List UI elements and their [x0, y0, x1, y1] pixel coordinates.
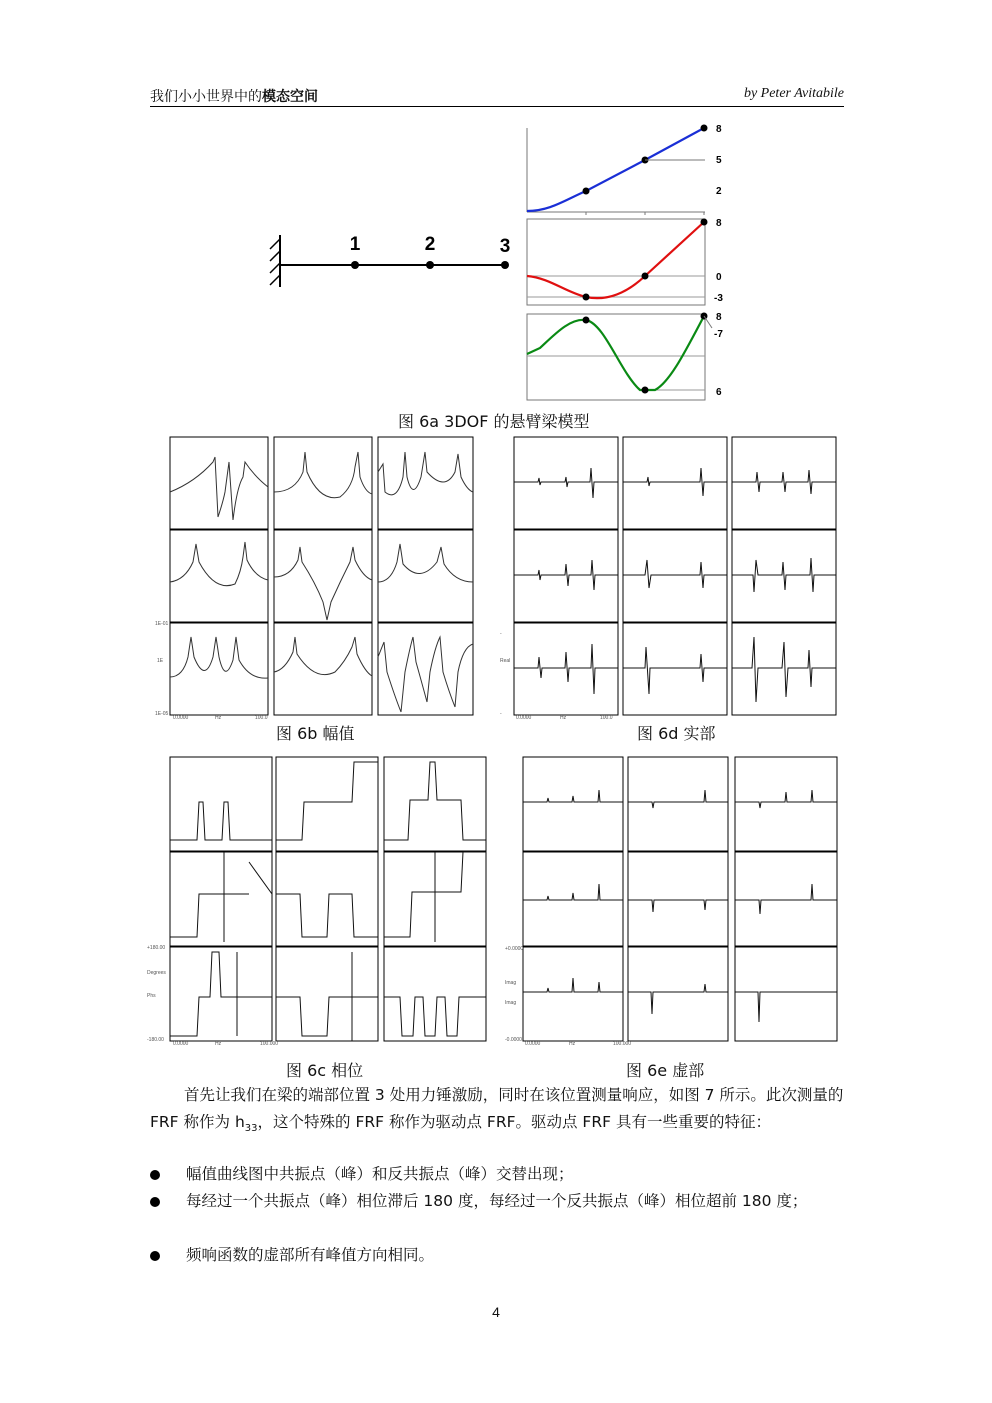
- paragraph-text-before: 首先让我们在梁的端部位置 3 处用力锤激励，同时在该位置测量响应，如图 7 所示。此次测量的 FRF 称作为 h: [150, 1086, 844, 1131]
- svg-text:Imag: Imag: [505, 1000, 517, 1006]
- imaginary-part-curves: [523, 790, 837, 1022]
- svg-text:Hz: Hz: [215, 1041, 222, 1047]
- svg-text:0.0000: 0.0000: [525, 1041, 541, 1047]
- svg-text:100.0: 100.0: [255, 715, 268, 720]
- svg-text:-: -: [500, 711, 502, 717]
- bullet-text: 幅值曲线图中共振点（峰）和反共振点（峰）交替出现；: [186, 1165, 574, 1183]
- figure-6e-caption: 图 6e 虚部: [626, 1061, 705, 1080]
- beam-node-3: [501, 261, 509, 269]
- mode-1-label-low: 2: [716, 186, 722, 197]
- cantilever-beam-diagram: [260, 225, 520, 295]
- svg-text:0.0000: 0.0000: [516, 715, 532, 720]
- mode-1-curve: [527, 128, 704, 211]
- svg-text:0.0000: 0.0000: [173, 1041, 189, 1047]
- mode-shape-1: [527, 124, 722, 215]
- beam-node-1: [351, 261, 359, 269]
- svg-text:-180.00: -180.00: [147, 1037, 164, 1043]
- mode-2-label-mid: 0: [716, 272, 722, 283]
- paragraph-text-after: ，这个特殊的 FRF 称作为驱动点 FRF。驱动点 FRF 具有一些重要的特征：: [257, 1113, 771, 1131]
- real-part-curves: [514, 468, 836, 702]
- node-label-3: 3: [499, 236, 511, 257]
- mode-1-label-mid: 5: [716, 155, 722, 166]
- mode-shape-3: [527, 312, 723, 400]
- svg-text:+180.00: +180.00: [147, 945, 166, 951]
- svg-text:1E: 1E: [157, 658, 164, 664]
- mode-2-label-top: 8: [716, 218, 722, 229]
- header-author: by Peter Avitabile: [743, 86, 844, 101]
- magnitude-curves: [170, 452, 473, 712]
- svg-text:Phs: Phs: [147, 993, 156, 999]
- mode-3-curve: [527, 316, 704, 390]
- figure-6b-magnitude-grid: [155, 432, 475, 720]
- svg-text:+0.0000: +0.0000: [505, 946, 524, 952]
- svg-text:-0.0000: -0.0000: [505, 1037, 522, 1043]
- mode-2-curve: [527, 222, 704, 298]
- svg-text:Hz: Hz: [560, 715, 567, 720]
- figure-6c-phase-grid: [145, 752, 490, 1050]
- header-title-plain: 我们小小世界中的: [150, 89, 262, 105]
- beam-node-2: [426, 261, 434, 269]
- mode-3-label-top: 8: [716, 312, 722, 323]
- figure-6a-caption: 图 6a 3DOF 的悬臂梁模型: [398, 412, 590, 431]
- svg-text:0.0000: 0.0000: [173, 715, 189, 720]
- wall-hatching: [270, 239, 280, 285]
- mode-3-label-low: 6: [716, 387, 722, 398]
- body-paragraph: [150, 1082, 844, 1142]
- figure-6c-caption: 图 6c 相位: [286, 1061, 364, 1080]
- node-label-2: 2: [424, 234, 436, 255]
- page-header: [150, 84, 844, 107]
- svg-text:100.000: 100.000: [260, 1041, 279, 1047]
- paragraph-subscript: 33: [244, 1123, 258, 1135]
- phase-curves: [170, 762, 486, 1041]
- figure-6d-real-part-grid: [500, 432, 840, 720]
- imaginary-part-axis-ticks: [505, 946, 631, 1047]
- svg-text:-: -: [500, 631, 502, 637]
- svg-text:Real: Real: [500, 658, 511, 664]
- mode-shape-plots: [520, 122, 735, 407]
- mode-1-label-top: 8: [716, 124, 722, 135]
- svg-text:Degrees: Degrees: [147, 970, 166, 976]
- svg-text:1E-01: 1E-01: [155, 621, 169, 627]
- bullet-dot: [150, 1170, 160, 1180]
- header-title: [150, 86, 318, 106]
- page-number: 4: [492, 1304, 500, 1320]
- mode-shape-2: [527, 218, 723, 305]
- bullet-dot: [150, 1251, 160, 1261]
- bullet-dot: [150, 1197, 160, 1207]
- svg-text:Hz: Hz: [569, 1041, 576, 1047]
- bullet-text: 频响函数的虚部所有峰值方向相同。: [186, 1246, 435, 1264]
- figure-6d-caption: 图 6d 实部: [637, 724, 716, 743]
- header-title-bold: 模态空间: [262, 89, 318, 105]
- figure-6b-caption: 图 6b 幅值: [276, 724, 355, 743]
- node-label-1: 1: [349, 234, 361, 255]
- mode-3-label-mid: -7: [714, 329, 723, 340]
- svg-text:Hz: Hz: [215, 715, 222, 720]
- phase-axis-ticks: [147, 945, 278, 1047]
- svg-text:1E-05: 1E-05: [155, 711, 169, 717]
- svg-text:100.000: 100.000: [613, 1041, 632, 1047]
- svg-text:100.0: 100.0: [600, 715, 613, 720]
- magnitude-axis-ticks: [155, 621, 268, 720]
- mode-2-label-low: -3: [714, 293, 723, 304]
- svg-text:Imag: Imag: [505, 980, 517, 986]
- bullet-text: 每经过一个共振点（峰）相位滞后 180 度，每经过一个反共振点（峰）相位超前 180 度；: [186, 1192, 808, 1210]
- real-part-axis-ticks: [500, 631, 613, 720]
- figure-6e-imaginary-part-grid: [505, 752, 840, 1050]
